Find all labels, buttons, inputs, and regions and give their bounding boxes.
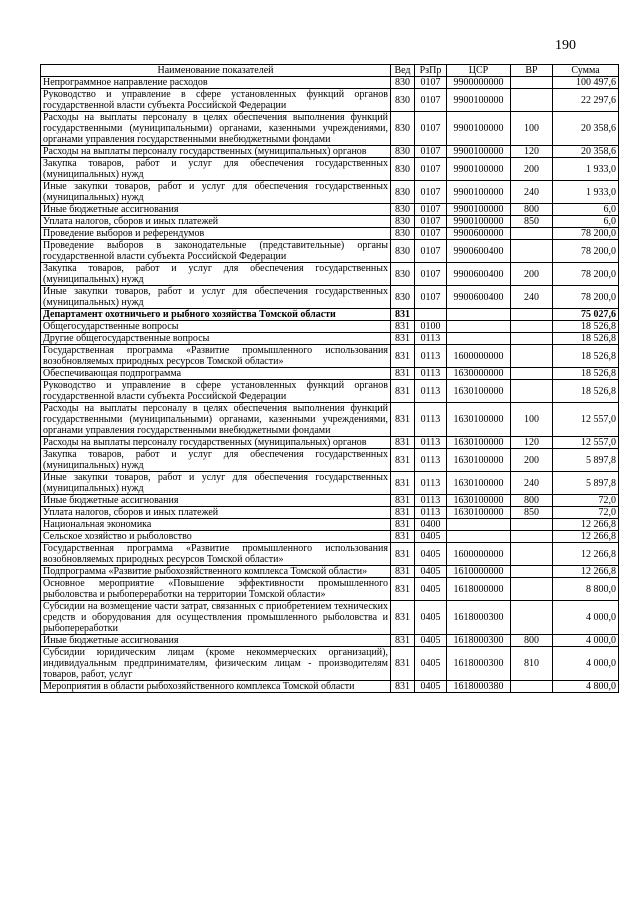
table-row (41, 647, 619, 681)
cell-csr (447, 519, 511, 531)
cell-name: Субсидии юридическим лицам (кроме некоммерческих организаций), индивидуальным предпринимателям, физическим лицам - производителям товаров, работ, услуг (41, 647, 391, 681)
cell-rzpr: 0107 (415, 286, 447, 309)
cell-sum: 1 933,0 (553, 181, 619, 204)
cell-vr: 100 (511, 112, 553, 146)
cell-name: Закупка товаров, работ и услуг для обеспечения государственных (муниципальных) нужд (41, 449, 391, 472)
cell-name: Департамент охотничьего и рыбного хозяйства Томской области (41, 309, 391, 321)
cell-name: Расходы на выплаты персоналу в целях обеспечения выполнения функций государственными (муниципальными) органами, казенными учреждениями, органами управления государственными внебюджетными фондами (41, 112, 391, 146)
cell-rzpr: 0107 (415, 146, 447, 158)
cell-ved: 830 (391, 240, 415, 263)
cell-rzpr: 0405 (415, 601, 447, 635)
table-row (41, 333, 619, 345)
cell-rzpr: 0405 (415, 635, 447, 647)
cell-csr: 9900100000 (447, 216, 511, 228)
cell-rzpr: 0107 (415, 112, 447, 146)
cell-sum: 12 266,8 (553, 543, 619, 566)
cell-name: Руководство и управление в сфере установленных функций органов государственной власти субъекта Российской Федерации (41, 89, 391, 112)
cell-name: Уплата налогов, сборов и иных платежей (41, 216, 391, 228)
cell-name: Иные закупки товаров, работ и услуг для обеспечения государственных (муниципальных) нужд (41, 181, 391, 204)
cell-vr: 200 (511, 449, 553, 472)
cell-rzpr: 0107 (415, 263, 447, 286)
cell-vr (511, 345, 553, 368)
cell-rzpr: 0113 (415, 403, 447, 437)
cell-csr: 1630000000 (447, 368, 511, 380)
cell-ved: 831 (391, 647, 415, 681)
cell-ved: 831 (391, 368, 415, 380)
table-row (41, 263, 619, 286)
cell-csr (447, 321, 511, 333)
cell-name: Проведение выборов в законодательные (представительные) органы государственной власти субъекта Российской Федерации (41, 240, 391, 263)
cell-rzpr: 0107 (415, 158, 447, 181)
cell-sum: 78 200,0 (553, 240, 619, 263)
header-rzpr: РзПр (415, 65, 447, 77)
cell-rzpr: 0107 (415, 77, 447, 89)
table-row (41, 601, 619, 635)
cell-name: Иные бюджетные ассигнования (41, 204, 391, 216)
cell-vr: 100 (511, 403, 553, 437)
cell-rzpr: 0113 (415, 333, 447, 345)
cell-vr: 800 (511, 204, 553, 216)
cell-rzpr: 0405 (415, 566, 447, 578)
cell-vr (511, 89, 553, 112)
table-row (41, 345, 619, 368)
table-row (41, 566, 619, 578)
cell-sum: 72,0 (553, 495, 619, 507)
table-row (41, 146, 619, 158)
cell-csr: 1630100000 (447, 403, 511, 437)
cell-csr: 9900000000 (447, 77, 511, 89)
cell-name: Иные бюджетные ассигнования (41, 635, 391, 647)
cell-csr: 1600000000 (447, 345, 511, 368)
cell-sum: 12 557,0 (553, 403, 619, 437)
cell-vr (511, 368, 553, 380)
cell-name: Субсидии на возмещение части затрат, связанных с приобретением технических средств и оборудования для осуществления промышленного рыболовства и рыбопереработки (41, 601, 391, 635)
cell-rzpr: 0107 (415, 204, 447, 216)
table-row (41, 181, 619, 204)
cell-csr: 9900600400 (447, 240, 511, 263)
cell-vr: 800 (511, 635, 553, 647)
cell-csr: 1618000300 (447, 635, 511, 647)
cell-csr: 1630100000 (447, 507, 511, 519)
cell-rzpr: 0113 (415, 449, 447, 472)
cell-vr (511, 566, 553, 578)
cell-ved: 831 (391, 321, 415, 333)
table-row (41, 204, 619, 216)
table-row (41, 543, 619, 566)
table-row (41, 635, 619, 647)
table-row (41, 216, 619, 228)
cell-rzpr: 0107 (415, 181, 447, 204)
cell-name: Общегосударственные вопросы (41, 321, 391, 333)
cell-sum: 78 200,0 (553, 228, 619, 240)
table-row (41, 531, 619, 543)
cell-sum: 75 027,6 (553, 309, 619, 321)
cell-ved: 831 (391, 309, 415, 321)
cell-vr: 850 (511, 216, 553, 228)
cell-rzpr: 0113 (415, 495, 447, 507)
cell-ved: 831 (391, 531, 415, 543)
budget-table (40, 64, 619, 693)
cell-rzpr: 0405 (415, 681, 447, 693)
cell-rzpr: 0405 (415, 543, 447, 566)
cell-ved: 831 (391, 519, 415, 531)
cell-sum: 6,0 (553, 204, 619, 216)
header-name: Наименование показателей (41, 65, 391, 77)
cell-name: Национальная экономика (41, 519, 391, 531)
table-row (41, 519, 619, 531)
cell-ved: 831 (391, 345, 415, 368)
table-row (41, 437, 619, 449)
cell-ved: 830 (391, 158, 415, 181)
cell-rzpr: 0107 (415, 240, 447, 263)
cell-ved: 830 (391, 146, 415, 158)
cell-sum: 78 200,0 (553, 263, 619, 286)
cell-ved: 830 (391, 286, 415, 309)
table-row (41, 380, 619, 403)
cell-sum: 22 297,6 (553, 89, 619, 112)
cell-vr: 810 (511, 647, 553, 681)
cell-vr (511, 601, 553, 635)
table-row (41, 89, 619, 112)
cell-vr: 240 (511, 472, 553, 495)
cell-ved: 831 (391, 495, 415, 507)
cell-vr (511, 519, 553, 531)
cell-ved: 830 (391, 204, 415, 216)
cell-rzpr: 0113 (415, 380, 447, 403)
cell-ved: 831 (391, 601, 415, 635)
page-number: 190 (555, 38, 576, 53)
cell-ved: 831 (391, 380, 415, 403)
cell-vr (511, 321, 553, 333)
cell-rzpr: 0405 (415, 531, 447, 543)
table-row (41, 228, 619, 240)
cell-csr: 1618000300 (447, 647, 511, 681)
cell-csr: 9900600000 (447, 228, 511, 240)
cell-rzpr: 0113 (415, 472, 447, 495)
cell-name: Основное мероприятие «Повышение эффективности промышленного рыболовства и рыбопереработки на территории Томской области» (41, 578, 391, 601)
cell-csr: 9900100000 (447, 181, 511, 204)
cell-rzpr: 0113 (415, 507, 447, 519)
table-row (41, 112, 619, 146)
cell-csr: 9900600400 (447, 286, 511, 309)
cell-ved: 831 (391, 578, 415, 601)
cell-sum: 78 200,0 (553, 286, 619, 309)
cell-ved: 831 (391, 681, 415, 693)
table-row (41, 77, 619, 89)
cell-name: Иные бюджетные ассигнования (41, 495, 391, 507)
cell-sum: 18 526,8 (553, 321, 619, 333)
cell-csr: 9900100000 (447, 146, 511, 158)
cell-csr (447, 333, 511, 345)
cell-ved: 830 (391, 89, 415, 112)
cell-name: Уплата налогов, сборов и иных платежей (41, 507, 391, 519)
cell-name: Обеспечивающая подпрограмма (41, 368, 391, 380)
cell-csr: 1630100000 (447, 495, 511, 507)
cell-rzpr: 0107 (415, 89, 447, 112)
cell-ved: 831 (391, 507, 415, 519)
cell-ved: 831 (391, 635, 415, 647)
cell-sum: 18 526,8 (553, 368, 619, 380)
header-ved: Вед (391, 65, 415, 77)
cell-sum: 72,0 (553, 507, 619, 519)
cell-vr: 200 (511, 263, 553, 286)
cell-name: Закупка товаров, работ и услуг для обеспечения государственных (муниципальных) нужд (41, 158, 391, 181)
table-row (41, 368, 619, 380)
cell-sum: 4 000,0 (553, 635, 619, 647)
cell-rzpr: 0113 (415, 437, 447, 449)
cell-sum: 12 266,8 (553, 566, 619, 578)
cell-name: Мероприятия в области рыбохозяйственного комплекса Томской области (41, 681, 391, 693)
table-header-row (41, 65, 619, 77)
cell-vr (511, 309, 553, 321)
table-row (41, 309, 619, 321)
cell-name: Государственная программа «Развитие промышленного использования возобновляемых природных ресурсов Томской области» (41, 543, 391, 566)
table-row (41, 449, 619, 472)
cell-name: Иные закупки товаров, работ и услуг для обеспечения государственных (муниципальных) нужд (41, 472, 391, 495)
cell-ved: 830 (391, 228, 415, 240)
cell-name: Закупка товаров, работ и услуг для обеспечения государственных (муниципальных) нужд (41, 263, 391, 286)
table-row (41, 321, 619, 333)
cell-sum: 12 557,0 (553, 437, 619, 449)
cell-sum: 20 358,6 (553, 146, 619, 158)
cell-ved: 831 (391, 543, 415, 566)
cell-ved: 831 (391, 472, 415, 495)
cell-vr (511, 681, 553, 693)
cell-vr: 240 (511, 181, 553, 204)
table-row (41, 286, 619, 309)
cell-ved: 830 (391, 216, 415, 228)
cell-ved: 830 (391, 77, 415, 89)
table-row (41, 472, 619, 495)
cell-vr (511, 531, 553, 543)
cell-name: Расходы на выплаты персоналу государственных (муниципальных) органов (41, 146, 391, 158)
cell-rzpr: 0107 (415, 216, 447, 228)
cell-name: Непрограммное направление расходов (41, 77, 391, 89)
cell-csr: 9900100000 (447, 204, 511, 216)
cell-csr (447, 309, 511, 321)
cell-csr: 1610000000 (447, 566, 511, 578)
cell-csr: 1630100000 (447, 472, 511, 495)
cell-csr: 9900100000 (447, 112, 511, 146)
cell-name: Руководство и управление в сфере установленных функций органов государственной власти субъекта Российской Федерации (41, 380, 391, 403)
cell-name: Расходы на выплаты персоналу в целях обеспечения выполнения функций государственными (муниципальными) органами, казенными учреждениями, органами управления государственными внебюджетными фондами (41, 403, 391, 437)
cell-ved: 831 (391, 403, 415, 437)
cell-sum: 5 897,8 (553, 472, 619, 495)
cell-csr: 1630100000 (447, 380, 511, 403)
cell-name: Расходы на выплаты персоналу государственных (муниципальных) органов (41, 437, 391, 449)
table-row (41, 578, 619, 601)
cell-sum: 18 526,8 (553, 345, 619, 368)
cell-csr: 1618000300 (447, 601, 511, 635)
cell-name: Иные закупки товаров, работ и услуг для обеспечения государственных (муниципальных) нужд (41, 286, 391, 309)
cell-rzpr: 0405 (415, 647, 447, 681)
cell-sum: 20 358,6 (553, 112, 619, 146)
table-row (41, 403, 619, 437)
cell-vr (511, 240, 553, 263)
table-row (41, 681, 619, 693)
cell-vr (511, 333, 553, 345)
cell-csr: 9900100000 (447, 89, 511, 112)
cell-vr: 240 (511, 286, 553, 309)
cell-csr: 1630100000 (447, 437, 511, 449)
cell-vr (511, 578, 553, 601)
cell-rzpr: 0405 (415, 578, 447, 601)
cell-csr: 9900100000 (447, 158, 511, 181)
cell-csr: 1630100000 (447, 449, 511, 472)
cell-sum: 18 526,8 (553, 380, 619, 403)
cell-name: Другие общегосударственные вопросы (41, 333, 391, 345)
table-row (41, 158, 619, 181)
cell-sum: 8 800,0 (553, 578, 619, 601)
cell-rzpr: 0107 (415, 228, 447, 240)
cell-sum: 12 266,8 (553, 531, 619, 543)
cell-vr (511, 380, 553, 403)
cell-csr: 9900600400 (447, 263, 511, 286)
cell-sum: 12 266,8 (553, 519, 619, 531)
cell-sum: 100 497,6 (553, 77, 619, 89)
cell-vr: 200 (511, 158, 553, 181)
table-row (41, 507, 619, 519)
cell-ved: 831 (391, 437, 415, 449)
cell-csr: 1618000380 (447, 681, 511, 693)
cell-csr: 1618000000 (447, 578, 511, 601)
cell-rzpr: 0113 (415, 368, 447, 380)
cell-sum: 4 800,0 (553, 681, 619, 693)
cell-ved: 831 (391, 566, 415, 578)
cell-rzpr: 0400 (415, 519, 447, 531)
header-vr: ВР (511, 65, 553, 77)
cell-csr (447, 531, 511, 543)
cell-ved: 831 (391, 333, 415, 345)
cell-sum: 4 000,0 (553, 647, 619, 681)
cell-name: Подпрограмма «Развитие рыбохозяйственного комплекса Томской области» (41, 566, 391, 578)
cell-sum: 6,0 (553, 216, 619, 228)
cell-ved: 830 (391, 112, 415, 146)
cell-name: Сельское хозяйство и рыболовство (41, 531, 391, 543)
cell-rzpr: 0100 (415, 321, 447, 333)
cell-sum: 5 897,8 (553, 449, 619, 472)
cell-sum: 4 000,0 (553, 601, 619, 635)
cell-ved: 831 (391, 449, 415, 472)
header-sum: Сумма (553, 65, 619, 77)
cell-vr: 850 (511, 507, 553, 519)
cell-sum: 1 933,0 (553, 158, 619, 181)
cell-name: Государственная программа «Развитие промышленного использования возобновляемых природных ресурсов Томской области» (41, 345, 391, 368)
cell-rzpr: 0113 (415, 345, 447, 368)
cell-vr: 800 (511, 495, 553, 507)
cell-csr: 1600000000 (447, 543, 511, 566)
cell-ved: 830 (391, 181, 415, 204)
cell-name: Проведение выборов и референдумов (41, 228, 391, 240)
cell-vr (511, 77, 553, 89)
table-row (41, 240, 619, 263)
cell-vr (511, 228, 553, 240)
cell-rzpr (415, 309, 447, 321)
cell-ved: 830 (391, 263, 415, 286)
cell-vr: 120 (511, 146, 553, 158)
cell-vr (511, 543, 553, 566)
table-body (41, 77, 619, 693)
cell-vr: 120 (511, 437, 553, 449)
cell-sum: 18 526,8 (553, 333, 619, 345)
header-csr: ЦСР (447, 65, 511, 77)
table-row (41, 495, 619, 507)
